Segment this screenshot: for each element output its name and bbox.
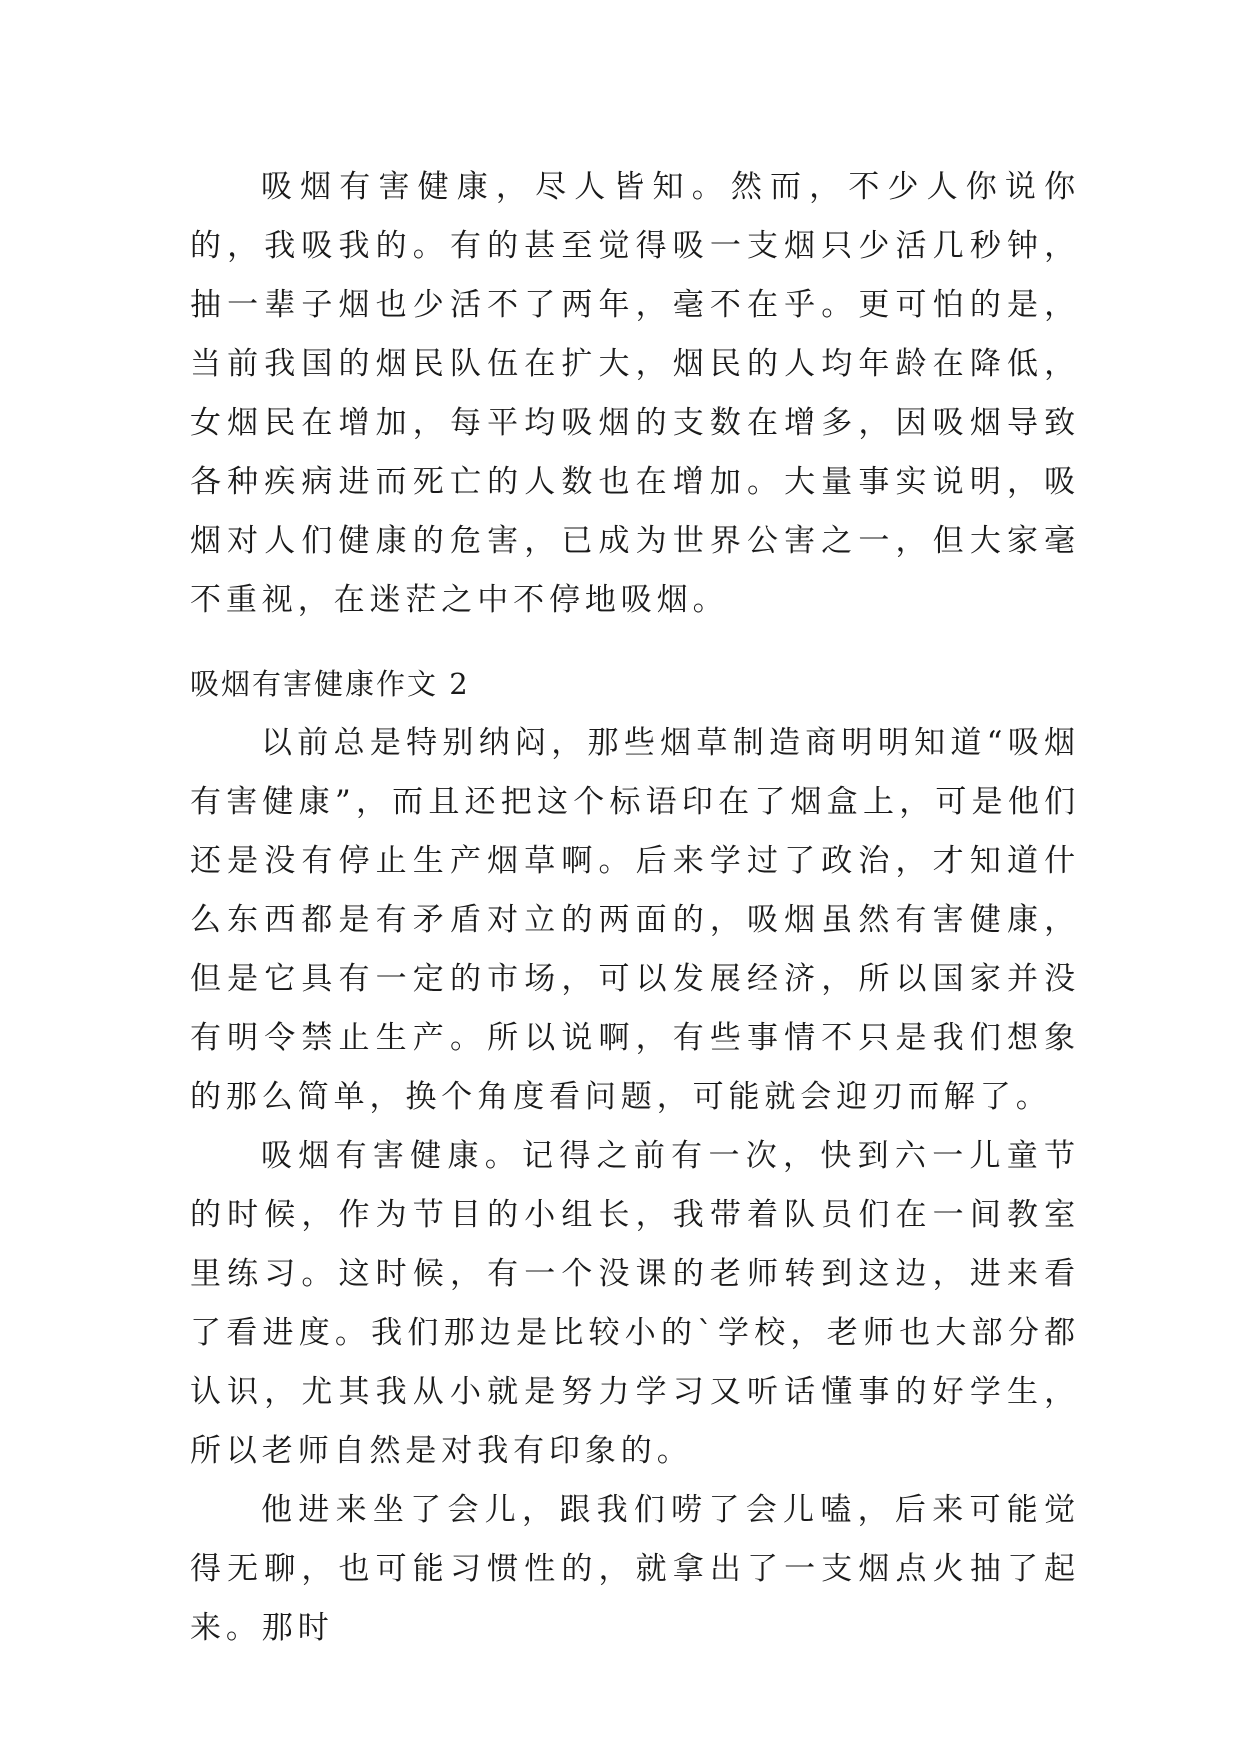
section-title: 吸烟有害健康作文 2 bbox=[190, 667, 470, 701]
document-page bbox=[190, 158, 1080, 1658]
paragraph: 以前总是特别纳闷，那些烟草制造商明明知道“吸烟有害健康”，而且还把这个标语印在了烟盒上，可是他们还是没有停止生产烟草啊。后来学过了政治，才知道什么东西都是有矛盾对立的两面的，吸烟虽然有害健康，但是它具有一定的市场，可以发展经济，所以国家并没有明令禁止生产。所以说啊，有些事情不只是我们想象的那么简单，换个角度看问题，可能就会迎刃而解了。 bbox=[190, 725, 1080, 1115]
paragraph: 他进来坐了会儿，跟我们唠了会儿嗑，后来可能觉得无聊，也可能习惯性的，就拿出了一支烟点火抽了起来。那时 bbox=[190, 1492, 1080, 1646]
paragraph: 吸烟有害健康。记得之前有一次，快到六一儿童节的时候，作为节目的小组长，我带着队员们在一间教室里练习。这时候，有一个没课的老师转到这边，进来看了看进度。我们那边是比较小的`学校，老师也大部分都认识，尤其我从小就是努力学习又听话懂事的好学生，所以老师自然是对我有印象的。 bbox=[190, 1138, 1080, 1469]
paragraph: 吸烟有害健康，尽人皆知。然而，不少人你说你的，我吸我的。有的甚至觉得吸一支烟只少活几秒钟，抽一辈子烟也少活不了两年，毫不在乎。更可怕的是，当前我国的烟民队伍在扩大，烟民的人均年龄在降低，女烟民在增加，每平均吸烟的支数在增多，因吸烟导致各种疾病进而死亡的人数也在增加。大量事实说明，吸烟对人们健康的危害，已成为世界公害之一，但大家毫不重视，在迷茫之中不停地吸烟。 bbox=[190, 169, 1080, 618]
